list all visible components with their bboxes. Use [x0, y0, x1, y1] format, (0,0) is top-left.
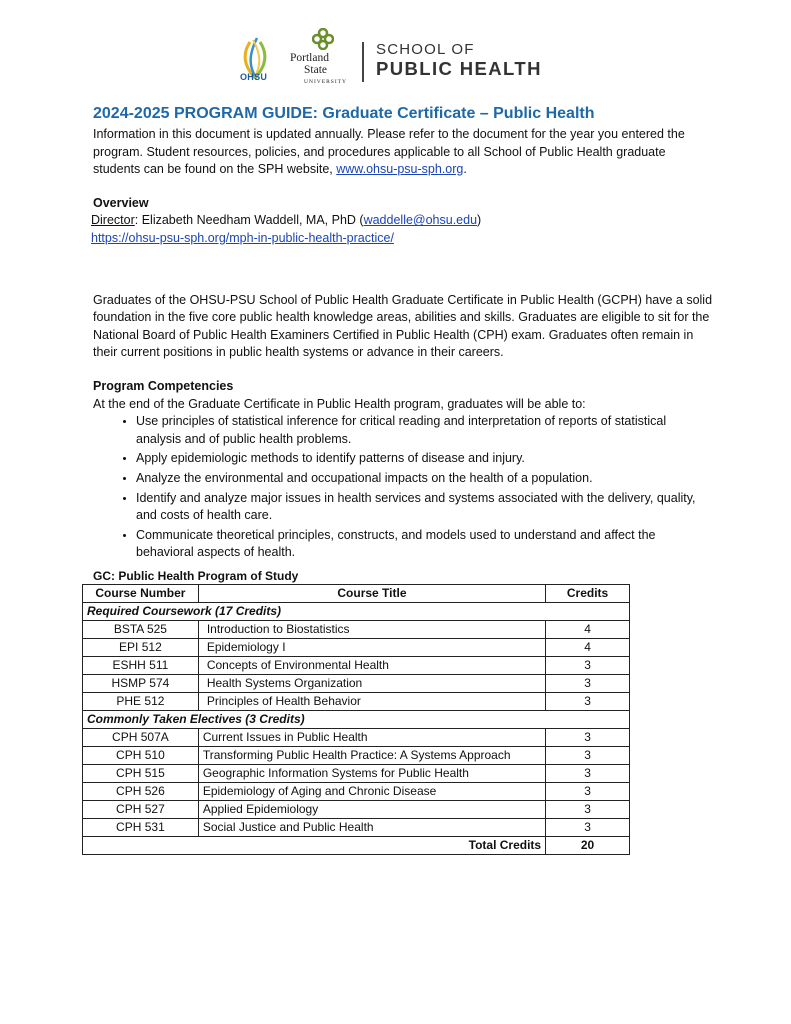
- section-row-electives: [83, 711, 630, 729]
- course-credits: 3: [546, 693, 630, 711]
- program-link[interactable]: https://ohsu-psu-sph.org/mph-in-public-health-practice/: [91, 230, 394, 245]
- header-course-title: Course Title: [198, 585, 545, 603]
- table-row: [83, 693, 630, 711]
- total-row: [83, 837, 630, 855]
- overview-heading: Overview: [93, 195, 149, 210]
- header-credits: Credits: [546, 585, 630, 603]
- table-row: [83, 729, 630, 747]
- table-header-row: [83, 585, 630, 603]
- competencies-list: [93, 413, 713, 562]
- program-of-study-table: [82, 584, 630, 855]
- total-label: Total Credits: [83, 837, 546, 855]
- course-number: ESHH 511: [83, 657, 199, 675]
- course-number: CPH 526: [83, 783, 199, 801]
- school-line1: SCHOOL OF: [376, 41, 475, 58]
- course-credits: 3: [546, 747, 630, 765]
- course-credits: 3: [546, 765, 630, 783]
- description-paragraph: Graduates of the OHSU-PSU School of Public Health Graduate Certificate in Public Health (GCPH) have a solid foundation in the five core public health knowledge areas, abilities and skills. Graduates are eligible to sit for the National Board of Public Health Examiners Certified in Public Health (CPH) exam. Graduates often remain in their current positions in public health systems or advance in their careers.: [93, 292, 713, 360]
- competencies-intro: At the end of the Graduate Certificate in Public Health program, graduates will be able to:: [93, 396, 586, 411]
- table-row: [83, 765, 630, 783]
- page-header: [238, 28, 558, 90]
- list-item: • Communicate theoretical principles, constructs, and models used to understand and affect the behavioral aspects of health.: [136, 527, 713, 562]
- director-line: [91, 212, 713, 230]
- course-credits: 3: [546, 729, 630, 747]
- intro-text: Information in this document is updated annually. Please refer to the document for the year you entered the program. Student resources, policies, and procedures applicable to all School of Public Health graduate students can be found on the SPH website,: [93, 127, 685, 177]
- required-label: Required Coursework (17 Credits): [83, 603, 630, 621]
- course-number: CPH 527: [83, 801, 199, 819]
- intro-paragraph: [93, 126, 713, 179]
- competencies-section: [93, 378, 713, 562]
- director-label: Director: [91, 213, 135, 228]
- list-item: • Analyze the environmental and occupational impacts on the health of a population.: [136, 470, 713, 488]
- course-title: Epidemiology I: [198, 639, 545, 657]
- table-row: [83, 657, 630, 675]
- course-number: CPH 510: [83, 747, 199, 765]
- course-credits: 3: [546, 783, 630, 801]
- table-row: [83, 639, 630, 657]
- table-row: [83, 621, 630, 639]
- table-row: [83, 801, 630, 819]
- director-email-link[interactable]: waddelle@ohsu.edu: [363, 213, 478, 228]
- electives-label: Commonly Taken Electives (3 Credits): [83, 711, 630, 729]
- course-credits: 3: [546, 819, 630, 837]
- table-row: [83, 819, 630, 837]
- header-divider: [362, 42, 364, 82]
- course-credits: 3: [546, 657, 630, 675]
- course-title: Applied Epidemiology: [198, 801, 545, 819]
- course-title: Social Justice and Public Health: [198, 819, 545, 837]
- table-row: [83, 747, 630, 765]
- document-body: [93, 104, 713, 564]
- course-title: Transforming Public Health Practice: A Systems Approach: [198, 747, 545, 765]
- table-title: GC: Public Health Program of Study: [93, 569, 299, 583]
- course-title: Geographic Information Systems for Public Health: [198, 765, 545, 783]
- course-credits: 4: [546, 621, 630, 639]
- total-value: 20: [546, 837, 630, 855]
- course-number: CPH 507A: [83, 729, 199, 747]
- competencies-heading: Program Competencies: [93, 378, 234, 393]
- course-title: Introduction to Biostatistics: [198, 621, 545, 639]
- psu-logo-icon: [312, 28, 334, 50]
- page-title: 2024-2025 PROGRAM GUIDE: Graduate Certificate – Public Health: [93, 105, 595, 122]
- course-title: Epidemiology of Aging and Chronic Disease: [198, 783, 545, 801]
- course-number: PHE 512: [83, 693, 199, 711]
- director-close: ): [477, 213, 482, 228]
- course-title: Health Systems Organization: [198, 675, 545, 693]
- director-text: : Elizabeth Needham Waddell, MA, PhD (: [134, 213, 364, 228]
- psu-name-line2: State: [304, 64, 327, 76]
- list-item: • Identify and analyze major issues in health services and systems associated with the delivery, quality, and costs of health care.: [136, 490, 713, 525]
- psu-name-line3: UNIVERSITY: [304, 79, 347, 85]
- header-course-number: Course Number: [83, 585, 199, 603]
- table-row: [83, 675, 630, 693]
- school-name: [376, 42, 542, 80]
- course-number: CPH 515: [83, 765, 199, 783]
- intro-end: .: [463, 162, 467, 177]
- sph-website-link[interactable]: www.ohsu-psu-sph.org: [336, 162, 464, 177]
- list-item: • Use principles of statistical inference for critical reading and interpretation of reports of statistical analysis and of public health problems.: [136, 413, 713, 448]
- course-credits: 4: [546, 639, 630, 657]
- section-row-required: [83, 603, 630, 621]
- course-title: Current Issues in Public Health: [198, 729, 545, 747]
- psu-name-line1: Portland: [290, 52, 329, 64]
- course-number: BSTA 525: [83, 621, 199, 639]
- course-number: CPH 531: [83, 819, 199, 837]
- table-row: [83, 783, 630, 801]
- psu-name: [290, 52, 347, 88]
- overview-section: [93, 195, 713, 248]
- course-title: Concepts of Environmental Health: [198, 657, 545, 675]
- school-line2: PUBLIC HEALTH: [376, 58, 542, 79]
- course-number: EPI 512: [83, 639, 199, 657]
- psu-logo: [290, 28, 347, 90]
- course-number: HSMP 574: [83, 675, 199, 693]
- course-credits: 3: [546, 801, 630, 819]
- course-credits: 3: [546, 675, 630, 693]
- ohsu-label: OHSU: [240, 72, 268, 82]
- course-title: Principles of Health Behavior: [198, 693, 545, 711]
- list-item: • Apply epidemiologic methods to identify patterns of disease and injury.: [136, 450, 713, 468]
